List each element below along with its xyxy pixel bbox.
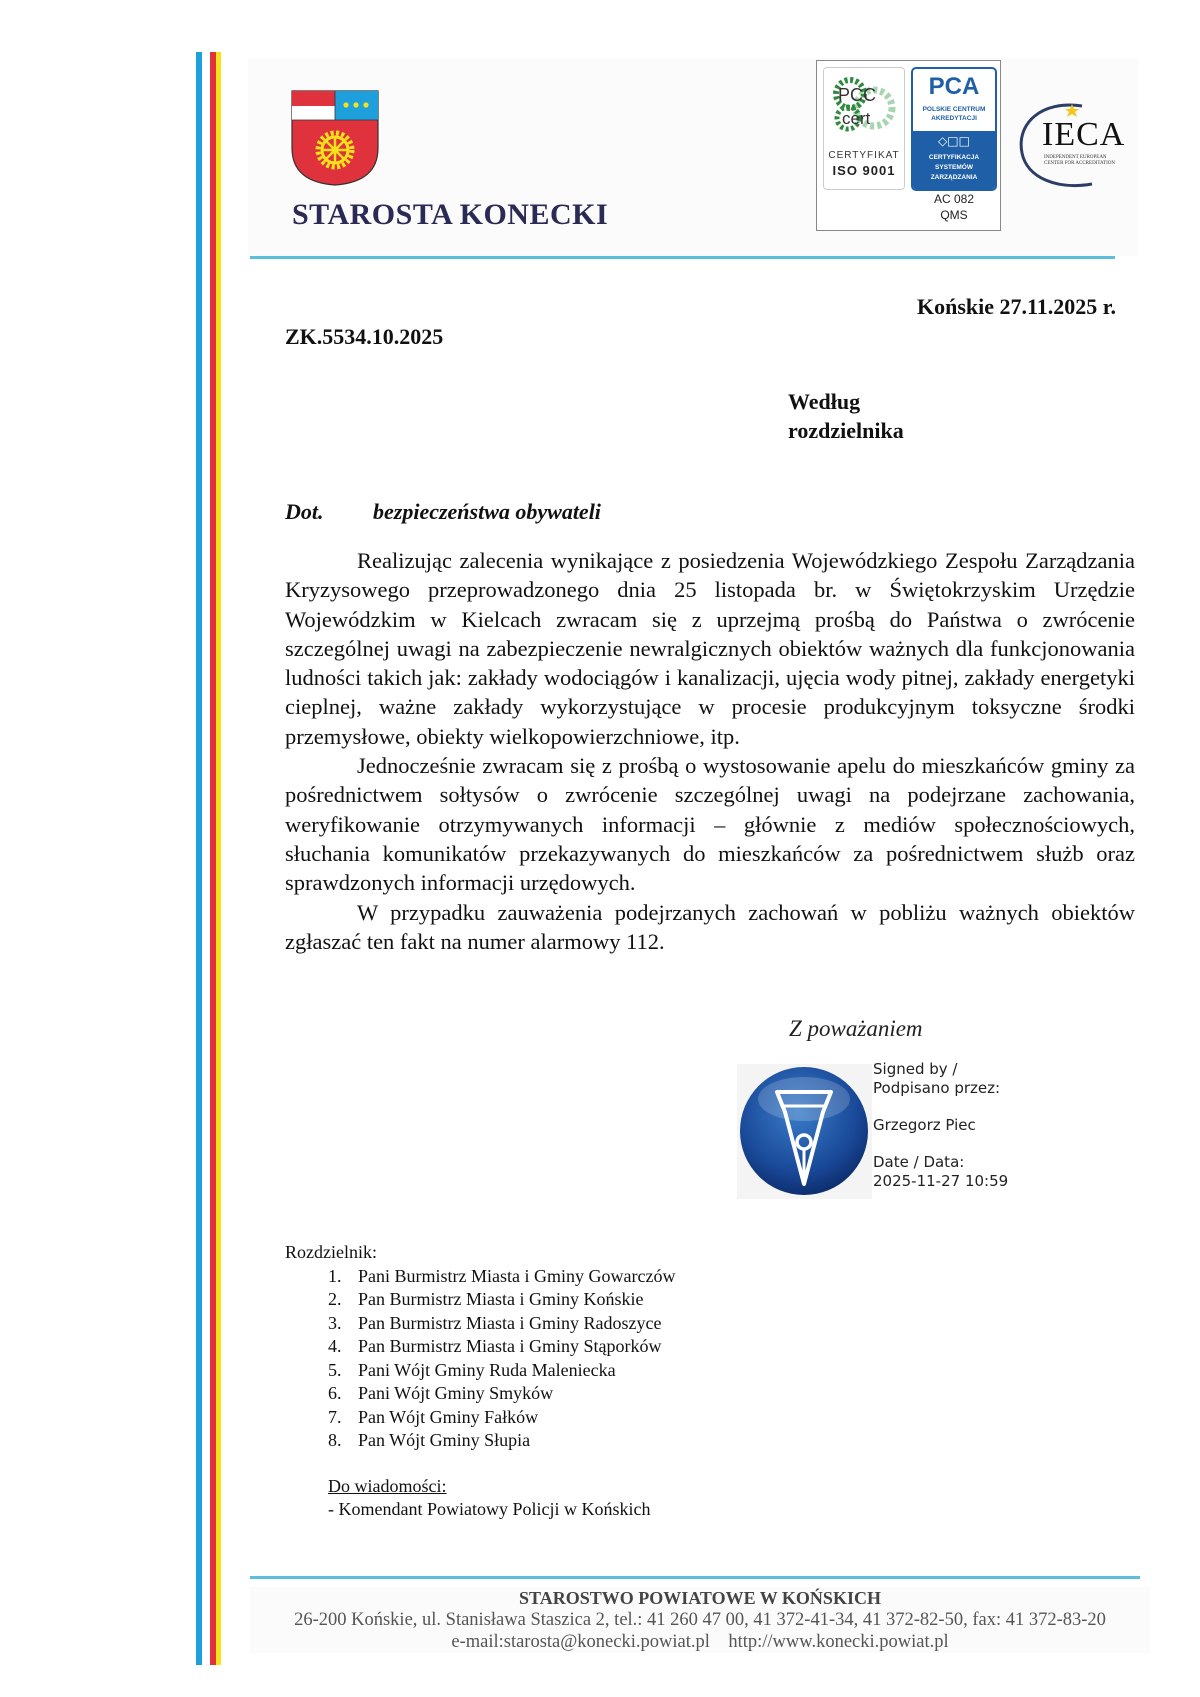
cert-label: CERTYFIKAT [828, 150, 900, 161]
letter-date: Końskie 27.11.2025 r. [917, 294, 1117, 319]
pcc-cert-logo [823, 67, 905, 190]
letter-body [285, 546, 1135, 956]
list-item: 5. Pani Wójt Gminy Ruda Maleniecka [328, 1359, 616, 1380]
distribution-heading: Rozdzielnik: [285, 1242, 377, 1262]
signed-by-label-pl: Podpisano przez: [873, 1079, 1001, 1097]
footer-divider [250, 1576, 1140, 1579]
ieca-logo [1012, 98, 1137, 193]
signature-details [873, 1060, 1008, 1191]
cc-item: - Komendant Powiatowy Policji w Końskich [328, 1499, 651, 1519]
accreditation-code: AC 082 QMS [933, 192, 975, 222]
paragraph: W przypadku zauważenia podejrzanych zachowań w pobliżu ważnych obiektów zgłaszać ten fakt na numer alarmowy 112. [285, 899, 1135, 954]
list-item: 7. Pan Wójt Gminy Fałków [328, 1406, 539, 1427]
pca-title: PCA [928, 73, 980, 100]
ieca-title: IECA [1042, 116, 1126, 153]
signed-by-label: Signed by / [873, 1060, 958, 1078]
pca-logo [911, 67, 997, 191]
paragraph: Jednocześnie zwracam się z prośbą o wystosowanie apelu do mieszkańców gminy za pośrednictwem sołtysów o zwrócenie szczególnej uwagi na podejrzane zachowania, weryfikowanie otrzymywanych informacji – głównie z mediów społecznościowych, słuchania komunikatów przekazywanych do mieszkańców za pośrednictwem służb oraz sprawdzonych informacji urzędowych. [285, 753, 1135, 896]
list-item: 2. Pan Burmistrz Miasta i Gminy Końskie [328, 1289, 644, 1309]
decorative-stripe-yellow [216, 52, 221, 1665]
list-item: 6. Pani Wójt Gminy Smyków [328, 1383, 554, 1403]
signer-name: Grzegorz Piec [873, 1116, 976, 1134]
pca-certification-panel: ◇□□ CERTYFIKACJA SYSTEMÓW ZARZĄDZANIA [913, 131, 995, 189]
header-divider [250, 256, 1115, 259]
org-title: STAROSTA KONECKI [292, 198, 609, 231]
certification-badge [816, 60, 1001, 231]
footer-title: STAROSTWO POWIATOWE W KOŃSKICH [519, 1588, 881, 1608]
list-item: 4. Pan Burmistrz Miasta i Gminy Stąporków [328, 1336, 662, 1356]
decorative-stripe-blue [196, 52, 202, 1665]
closing: Z poważaniem [789, 1016, 923, 1041]
addressee: Według rozdzielnika [788, 389, 904, 443]
pca-subtitle: POLSKIE CENTRUM AKREDYTACJI [922, 106, 986, 122]
cc-heading: Do wiadomości: [328, 1475, 447, 1496]
list-item: 3. Pan Burmistrz Miasta i Gminy Radoszyce [328, 1312, 662, 1333]
ieca-subtitle: INDEPENDENT EUROPEAN CENTER FOR ACCREDITATION [1044, 155, 1115, 166]
svg-text:cert: cert [842, 109, 871, 128]
signature-date: 2025-11-27 10:59 [873, 1172, 1009, 1190]
reference-number: ZK.5534.10.2025 [285, 324, 444, 349]
pca-symbol-icon: ◇□□ [938, 134, 970, 148]
iso-standard: ISO 9001 [832, 163, 896, 178]
footer-email: e-mail:starosta@konecki.powiat.pl [451, 1632, 710, 1652]
gear-icon [828, 74, 900, 136]
subject-line [285, 499, 601, 525]
paragraph: Realizując zalecenia wynikające z posiedzenia Wojewódzkiego Zespołu Zarządzania Kryzysowego przeprowadzonego dnia 25 listopada br. w Świętokrzyskim Urzędzie Wojewódzkim w Kielcach zwracam się z uprzejmą prośbą do Państwa o zwrócenie szczególnej uwagi na zabezpieczenie newralgicznych obiektów ważnych dla funkcjonowania ludności takich jak: zakłady wodociągów i kanalizacji, ujęcia wody pitnej, zakłady energetyki cieplnej, ważne zakłady wykorzystujące w procesie produkcyjnym toksyczne środki przemysłowe, obiekty wielkopowierzchniowe, itp. [285, 548, 1135, 749]
coat-of-arms-icon [291, 90, 379, 186]
subject-label: Dot. [285, 499, 324, 524]
footer [250, 1587, 1150, 1653]
distribution-list [285, 1241, 675, 1522]
subject-text: bezpieczeństwa obywateli [373, 499, 601, 524]
footer-address: 26-200 Końskie, ul. Stanisława Staszica 2, tel.: 41 260 47 00, 41 372-41-34, 41 372-82-50, fax: 41 372-83-20 [294, 1610, 1106, 1630]
footer-contact [250, 1631, 1150, 1653]
list-item: 1. Pani Burmistrz Miasta i Gminy Gowarczów [328, 1265, 676, 1286]
fountain-pen-nib-icon [737, 1064, 872, 1199]
footer-website: http://www.konecki.powiat.pl [728, 1632, 949, 1652]
svg-text:PCC: PCC [838, 85, 877, 105]
date-label: Date / Data: [873, 1153, 965, 1171]
list-item: 8. Pan Wójt Gminy Słupia [328, 1430, 531, 1450]
